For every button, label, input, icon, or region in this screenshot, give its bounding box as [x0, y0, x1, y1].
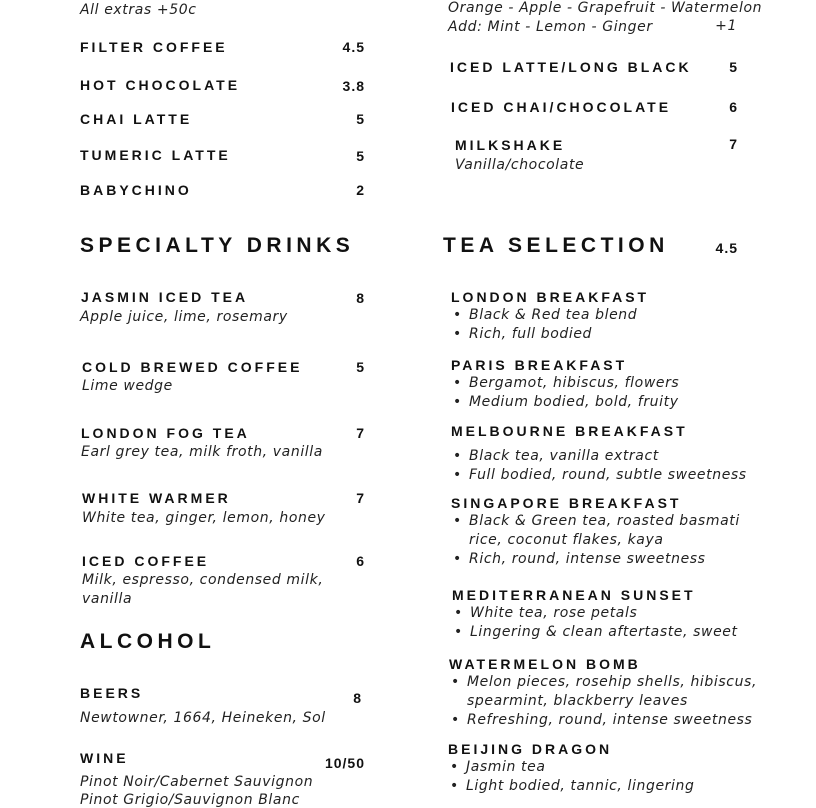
menu-item-name: JASMIN ICED TEA [81, 289, 249, 305]
menu-item-price: 7 [729, 136, 738, 152]
menu-item-name: FILTER COFFEE [80, 39, 228, 55]
section-title-tea: TEA SELECTION [443, 234, 669, 257]
menu-item-name: ICED COFFEE [82, 553, 210, 569]
tea-note: • Bergamot, hibiscus, flowers [451, 374, 679, 393]
tea-name: MEDITERRANEAN SUNSET [452, 587, 696, 603]
tea-note: • Rich, round, intense sweetness [451, 550, 740, 569]
menu-item-name: WHITE WARMER [82, 490, 231, 506]
menu-item-price: 10/50 [324, 755, 365, 771]
tea-block [449, 656, 757, 730]
juice-add-price: +1 [715, 18, 737, 34]
tea-name: BEIJING DRAGON [448, 741, 613, 757]
tea-name: SINGAPORE BREAKFAST [451, 495, 682, 511]
tea-notes [449, 673, 757, 730]
tea-price: 4.5 [715, 240, 738, 256]
tea-notes [451, 447, 747, 485]
menu-item-description-line2: vanilla [82, 591, 133, 607]
menu-item-description: White tea, ginger, lemon, honey [82, 510, 326, 526]
tea-name: WATERMELON BOMB [449, 656, 641, 672]
tea-note-continuation: rice, coconut flakes, kaya [469, 532, 664, 548]
menu-item-name: LONDON FOG TEA [81, 425, 250, 441]
menu-item-description: Newtowner, 1664, Heineken, Sol [80, 710, 326, 726]
tea-block [451, 495, 740, 569]
menu-item-price: 5 [356, 111, 365, 127]
tea-name: LONDON BREAKFAST [451, 289, 650, 305]
menu-item-price: 6 [729, 99, 738, 115]
menu-item-name: HOT CHOCOLATE [80, 77, 241, 93]
section-title-alcohol: ALCOHOL [80, 630, 216, 653]
menu-item-name: TUMERIC LATTE [80, 147, 231, 163]
menu-item-price: 8 [353, 690, 362, 706]
tea-name: PARIS BREAKFAST [451, 357, 628, 373]
menu-item-name: CHAI LATTE [80, 111, 193, 127]
extras-note: All extras +50c [80, 2, 197, 18]
tea-block [451, 357, 679, 412]
tea-name: MELBOURNE BREAKFAST [451, 423, 688, 439]
menu-item-price: 3.8 [342, 78, 365, 94]
menu-item-description-line2: Pinot Grigio/Sauvignon Blanc [80, 792, 300, 808]
tea-note [451, 531, 740, 550]
tea-notes [451, 306, 649, 344]
menu-item-price: 7 [356, 425, 365, 441]
tea-notes [451, 512, 740, 569]
menu-item-price: 5 [356, 359, 365, 375]
menu-item-name: BABYCHINO [80, 182, 192, 198]
tea-note: • Medium bodied, bold, fruity [451, 393, 679, 412]
tea-notes [452, 604, 738, 642]
juice-options: Orange - Apple - Grapefruit - Watermelon [448, 0, 763, 16]
tea-note: • Black & Green tea, roasted basmati [451, 512, 740, 531]
menu-item-description: Earl grey tea, milk froth, vanilla [81, 444, 323, 460]
menu-item-description: Lime wedge [82, 378, 173, 394]
menu-item-price: 5 [729, 59, 738, 75]
tea-note: • Rich, full bodied [451, 325, 649, 344]
tea-block [452, 587, 738, 642]
tea-block [451, 423, 747, 485]
menu-item-description: Vanilla/chocolate [455, 157, 585, 173]
menu-item-description: Milk, espresso, condensed milk, [82, 572, 324, 588]
menu-item-name: BEERS [80, 685, 144, 701]
menu-item-description: Pinot Noir/Cabernet Sauvignon [80, 774, 314, 790]
juice-add-options: Add: Mint - Lemon - Ginger [448, 19, 653, 35]
menu-item-name: ICED CHAI/CHOCOLATE [451, 99, 672, 115]
tea-note: • Black tea, vanilla extract [451, 447, 747, 466]
menu-item-name: WINE [80, 750, 129, 766]
tea-note: • Refreshing, round, intense sweetness [449, 711, 757, 730]
menu-item-name: MILKSHAKE [455, 137, 566, 153]
menu-item-price: 7 [356, 490, 365, 506]
tea-block [451, 289, 649, 344]
tea-note: • Jasmin tea [448, 758, 694, 777]
tea-note: • Light bodied, tannic, lingering [448, 777, 694, 796]
tea-notes [451, 374, 679, 412]
tea-note: • Full bodied, round, subtle sweetness [451, 466, 747, 485]
tea-note: • Melon pieces, rosehip shells, hibiscus, [449, 673, 757, 692]
section-title-specialty: SPECIALTY DRINKS [80, 234, 355, 257]
menu-item-description: Apple juice, lime, rosemary [80, 309, 288, 325]
tea-block [448, 741, 694, 796]
tea-note: • White tea, rose petals [452, 604, 738, 623]
tea-note [449, 692, 757, 711]
menu-item-name: COLD BREWED COFFEE [82, 359, 303, 375]
tea-note-continuation: spearmint, blackberry leaves [467, 693, 688, 709]
menu-item-price: 4.5 [342, 39, 365, 55]
menu-item-price: 5 [356, 148, 365, 164]
tea-note: • Lingering & clean aftertaste, sweet [452, 623, 738, 642]
menu-item-price: 8 [356, 290, 365, 306]
tea-note: • Black & Red tea blend [451, 306, 649, 325]
menu-item-name: ICED LATTE/LONG BLACK [450, 59, 692, 75]
tea-notes [448, 758, 694, 796]
menu-item-price: 6 [356, 553, 365, 569]
menu-item-price: 2 [356, 182, 365, 198]
